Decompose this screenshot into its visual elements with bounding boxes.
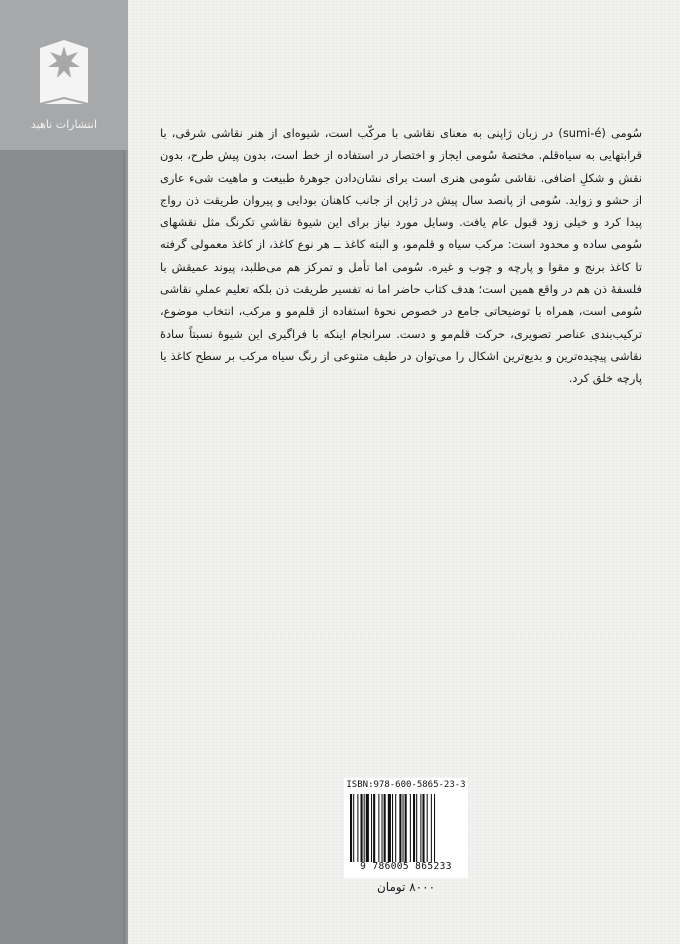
isbn-label: ISBN:978-600-5865-23-3 bbox=[346, 780, 466, 790]
barcode-number: 9 786005 865233 bbox=[360, 861, 452, 872]
blurb-paragraph: سُومی (sumi-é) در زبان ژاپنی به معنای نقاشی با مرکّب است، شیوه‌ای از هنر نقاشی شرقی، با قرابتهایی به سیاه‌قلم. مختصهٔ سُومی ایجاز و اختصار در استفاده از خط است، بدون پیش طرح، بدون نقش و شکلِ اضافی. نقاشی سُومی هنری است برای نشان‌دادن جوهرهٔ طبیعت و ماهیت شیء عاری از حشو و زواید. سُومی از پانصد سال پیش در ژاپن از جانب کاهنان بودایی و پیروان طریقت ذن رواج پیدا کرد و خیلی زود قبول عام یافت. وسایل مورد نیاز برای این شیوهٔ نقاشیِ تکرنگ مثل نقشهای سُومی ساده و محدود است: مرکب سیاه و قلم‌مو، و البته کاغذ ــ هر نوع کاغذ، از کاغذ معمولی گرفته تا کاغذ برنج و مقوا و پارچه و چوب و غیره. سُومی اما تأمل و تمرکز هم می‌طلبد، پیوند عمیقش با فلسفهٔ ذن هم در واقع همین است؛ هدف کتاب حاضر اما نه تفسیر طریقت ذن بلکه تعلیم عملیِ نقاشی سُومی است، همراه با توضیحاتی جامع در خصوص نحوهٔ استفاده از قلم‌مو و مرکب، انتخاب موضوع، ترکیب‌بندی عناصر تصویری، حرکت قلم‌مو و دست. سرانجام اینکه با فراگیری این شیوهٔ نسبتاً سادهٔ نقاشی پیچیده‌ترین و بدیع‌ترین اشکال را می‌توان در طیف متنوعی از رنگ سیاه مرکب بر سطح کاغذ یا پارچه خلق کرد. bbox=[160, 126, 642, 386]
publisher-logo-panel bbox=[0, 0, 128, 150]
star-book-logo-icon bbox=[36, 12, 92, 112]
price-label: ۸۰۰۰ تومان bbox=[376, 880, 436, 894]
barcode-block bbox=[344, 778, 468, 878]
publisher-name: انتشارات ناهید bbox=[30, 118, 98, 131]
barcode-icon bbox=[348, 794, 464, 862]
back-cover-blurb bbox=[160, 122, 642, 390]
